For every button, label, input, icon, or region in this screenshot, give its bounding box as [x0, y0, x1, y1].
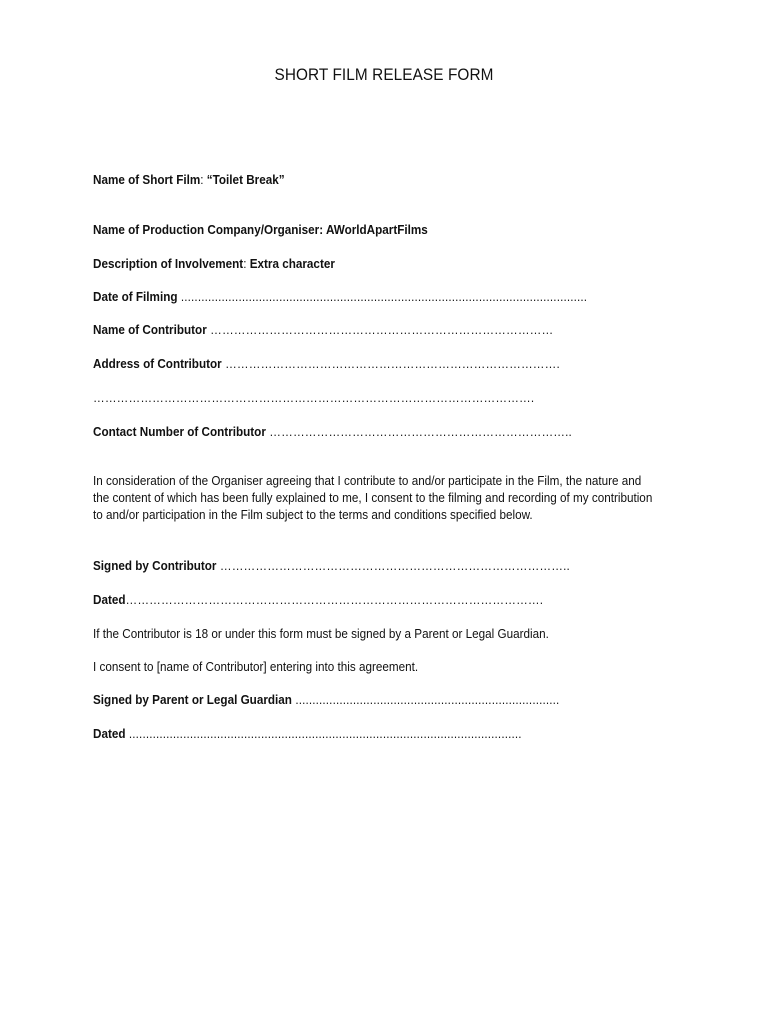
contributor-address-label: Address of Contributor	[93, 356, 222, 371]
date-of-filming-line	[93, 289, 587, 304]
film-name-value: “Toilet Break”	[206, 172, 285, 187]
film-name-line	[93, 172, 285, 187]
signed-guardian-field[interactable]: ..............................................................................	[291, 692, 560, 707]
dated-contributor-line	[93, 592, 543, 607]
contributor-address-field-2[interactable]: ………………………………………………………………………………………………….	[93, 390, 535, 405]
signed-contributor-line	[93, 558, 570, 573]
contributor-name-label: Name of Contributor	[93, 322, 207, 337]
signed-contributor-field[interactable]: ……………………………………………………………………………..	[216, 558, 570, 573]
contact-number-label: Contact Number of Contributor	[93, 424, 266, 439]
contact-number-line	[93, 424, 572, 439]
guardian-consent-text: I consent to [name of Contributor] entering into this agreement.	[93, 659, 419, 674]
date-of-filming-field[interactable]: ........................................................................................................................	[177, 289, 588, 304]
contributor-address-line-2	[93, 390, 534, 405]
film-name-separator: :	[200, 172, 207, 187]
dated-guardian-field[interactable]: ....................................................................................................................	[125, 726, 522, 741]
contact-number-field[interactable]: …………………………………………………………………..	[265, 424, 572, 439]
involvement-line	[93, 256, 335, 271]
signed-guardian-label: Signed by Parent or Legal Guardian	[93, 692, 292, 707]
film-name-label: Name of Short Film	[93, 172, 201, 187]
contributor-name-line	[93, 322, 553, 337]
contributor-address-line	[93, 356, 560, 371]
involvement-separator: :	[243, 256, 250, 271]
dated-contributor-label: Dated	[93, 592, 126, 607]
signed-contributor-label: Signed by Contributor	[93, 558, 217, 573]
dated-guardian-label: Dated	[93, 726, 126, 741]
minor-note: If the Contributor is 18 or under this form must be signed by a Parent or Legal Guardian.	[93, 626, 549, 641]
involvement-label: Description of Involvement	[93, 256, 244, 271]
consent-paragraph: In consideration of the Organiser agreeing that I contribute to and/or participate in the Film, the nature and the content of which has been fully explained to me, I consent to the filming and recording of my contribution to and/or participation in the Film subject to the terms and conditions specified below.	[93, 473, 653, 522]
contributor-name-field[interactable]: ……………………………………………………………………………	[206, 322, 554, 337]
company-label: Name of Production Company/Organiser: AWorldApartFilms	[93, 222, 428, 237]
date-of-filming-label: Date of Filming	[93, 289, 178, 304]
signed-guardian-line	[93, 692, 559, 707]
dated-guardian-line	[93, 726, 522, 741]
involvement-value: Extra character	[249, 256, 335, 271]
dated-contributor-field[interactable]: …………………………………………………………………………………………….	[125, 592, 544, 607]
page-title: SHORT FILM RELEASE FORM	[274, 66, 494, 84]
company-line	[93, 222, 428, 237]
contributor-address-field[interactable]: ………………………………………………………………………….	[221, 356, 560, 371]
